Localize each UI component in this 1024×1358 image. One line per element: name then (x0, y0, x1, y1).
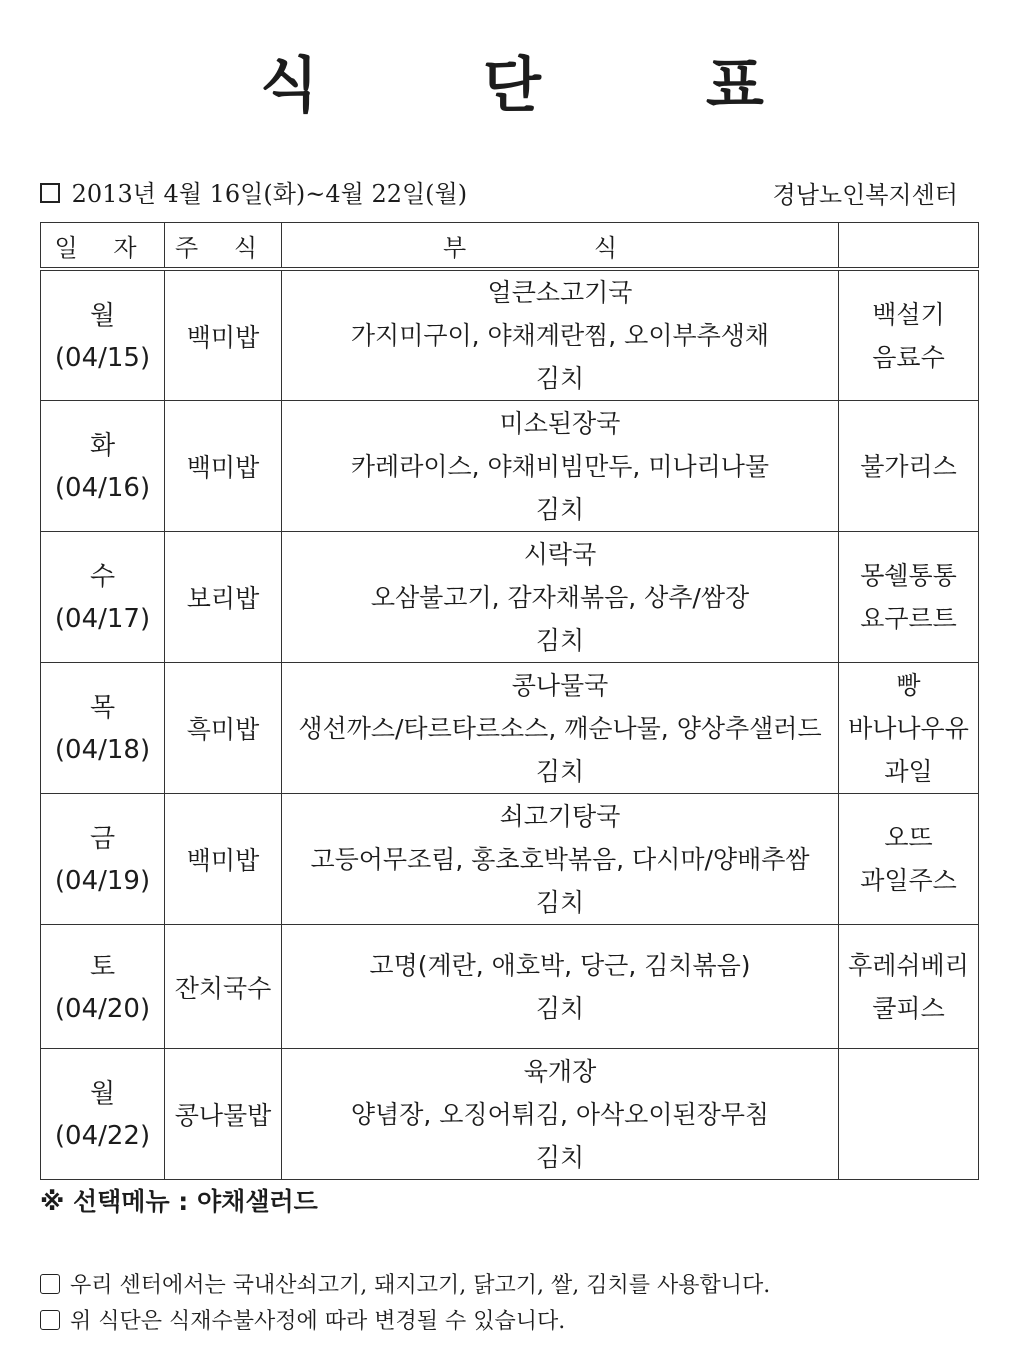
dessert-line: 과일주스 (860, 866, 957, 895)
date-text: (04/15) (54, 342, 151, 373)
main-dish-cell: 백미밥 (165, 401, 282, 532)
note-text: 위 식단은 식재수불사정에 따라 변경될 수 있습니다. (70, 1309, 566, 1334)
main-dish-cell: 콩나물밥 (165, 1049, 282, 1180)
day-of-week: 화 (89, 431, 116, 461)
side-dish-line: 생선까스/타르타르소스, 깨순나물, 양상추샐러드 (298, 713, 822, 743)
dessert-line: 몽쉘통통 (860, 561, 957, 590)
note-item (40, 1268, 770, 1304)
date-text: (04/16) (54, 473, 151, 503)
dessert-cell (839, 269, 979, 401)
day-of-week: 금 (89, 824, 116, 854)
date-cell (41, 401, 165, 532)
checkbox-icon (40, 1274, 60, 1294)
side-dish-cell (282, 1049, 839, 1180)
main-dish-cell: 백미밥 (165, 794, 282, 925)
side-dish-line: 양념장, 오징어튀김, 아삭오이된장무침 (350, 1099, 770, 1129)
dessert-line: 후레쉬베리 (848, 950, 969, 980)
note-text: 우리 센터에서는 국내산쇠고기, 돼지고기, 닭고기, 쌀, 김치를 사용합니다. (70, 1273, 771, 1298)
side-dish-line: 김치 (535, 887, 585, 917)
side-dish-line: 김치 (535, 1142, 585, 1172)
side-dish-line: 김치 (535, 993, 585, 1023)
day-of-week: 수 (89, 562, 116, 592)
side-dish-cell (282, 925, 839, 1049)
side-dish-line: 김치 (535, 756, 585, 786)
side-dish-line: 콩나물국 (511, 670, 609, 700)
menu-table (40, 222, 979, 1180)
side-dish-line: 고명(계란, 애호박, 당근, 김치볶음) (369, 950, 751, 980)
menu-body (41, 269, 979, 1180)
main-dish-cell: 흑미밥 (165, 663, 282, 794)
side-dish-line: 카레라이스, 야채비빔만두, 미나리나물 (350, 451, 770, 481)
day-of-week: 월 (89, 1079, 116, 1109)
dessert-line: 과일 (884, 756, 933, 786)
side-dish-line: 가지미구이, 야채계란찜, 오이부추생채 (350, 321, 770, 350)
side-dish-cell (282, 401, 839, 532)
side-dish-cell (282, 269, 839, 401)
header-main-dish: 주 식 (165, 223, 282, 270)
table-row (41, 794, 979, 925)
side-dish-line: 쇠고기탕국 (499, 801, 621, 831)
dessert-line: 바나나우유 (848, 713, 969, 743)
date-text: (04/17) (54, 604, 151, 634)
checkbox-icon (40, 1310, 60, 1330)
dessert-line: 백설기 (872, 299, 945, 329)
side-dish-cell (282, 794, 839, 925)
dessert-line: 빵 (896, 670, 921, 700)
date-text: (04/22) (54, 1121, 151, 1151)
dessert-line: 음료수 (872, 342, 945, 372)
date-cell (41, 925, 165, 1049)
menu-period (40, 174, 467, 209)
dessert-line: 쿨피스 (872, 993, 945, 1023)
dessert-line: 요구르트 (860, 604, 957, 633)
side-dish-line: 김치 (535, 625, 585, 655)
side-dish-line: 미소된장국 (499, 408, 621, 438)
dessert-cell (839, 925, 979, 1049)
date-cell (41, 1049, 165, 1180)
side-dish-line: 김치 (535, 494, 585, 524)
table-row (41, 663, 979, 794)
table-row (41, 532, 979, 663)
header-dessert (839, 223, 979, 270)
date-cell (41, 269, 165, 401)
main-dish-cell: 백미밥 (165, 269, 282, 401)
date-cell (41, 663, 165, 794)
side-dish-line: 시락국 (523, 539, 597, 569)
dessert-cell (839, 1049, 979, 1180)
table-row (41, 1049, 979, 1180)
side-dish-cell (282, 532, 839, 663)
table-row (41, 401, 979, 532)
side-dish-line: 고등어무조림, 홍초호박볶음, 다시마/양배추쌈 (310, 844, 810, 874)
main-dish-cell: 보리밥 (165, 532, 282, 663)
dessert-cell (839, 663, 979, 794)
table-row (41, 269, 979, 401)
day-of-week: 목 (89, 693, 116, 723)
dessert-line: 오뜨 (884, 823, 933, 852)
side-dish-cell (282, 663, 839, 794)
main-dish-cell: 잔치국수 (165, 925, 282, 1049)
date-cell (41, 532, 165, 663)
note-item (40, 1304, 770, 1340)
header-side-dish: 부 식 (282, 223, 839, 270)
side-dish-line: 육개장 (523, 1056, 597, 1086)
dessert-cell (839, 532, 979, 663)
page-title: 식 단 표 (260, 51, 836, 121)
table-row (41, 925, 979, 1049)
day-of-week: 토 (89, 951, 116, 982)
date-text: (04/19) (54, 866, 151, 896)
notes (40, 1268, 770, 1340)
optional-menu: ※ 선택메뉴 : 야채샐러드 (40, 1187, 318, 1216)
header-date: 일 자 (41, 223, 165, 270)
dessert-cell (839, 401, 979, 532)
side-dish-line: 얼큰소고기국 (487, 278, 633, 307)
table-header-row (41, 223, 979, 270)
side-dish-line: 오삼불고기, 감자채볶음, 상추/쌈장 (370, 582, 750, 612)
date-text: (04/20) (54, 993, 151, 1024)
period-text: 2013년 4월 16일(화)~4월 22일(월) (71, 180, 468, 208)
center-name: 경남노인복지센터 (772, 181, 958, 209)
date-text: (04/18) (54, 735, 151, 765)
dessert-line: 불가리스 (860, 451, 957, 481)
side-dish-line: 김치 (535, 364, 585, 393)
day-of-week: 월 (89, 300, 116, 331)
checkbox-icon (40, 183, 60, 203)
dessert-cell (839, 794, 979, 925)
date-cell (41, 794, 165, 925)
